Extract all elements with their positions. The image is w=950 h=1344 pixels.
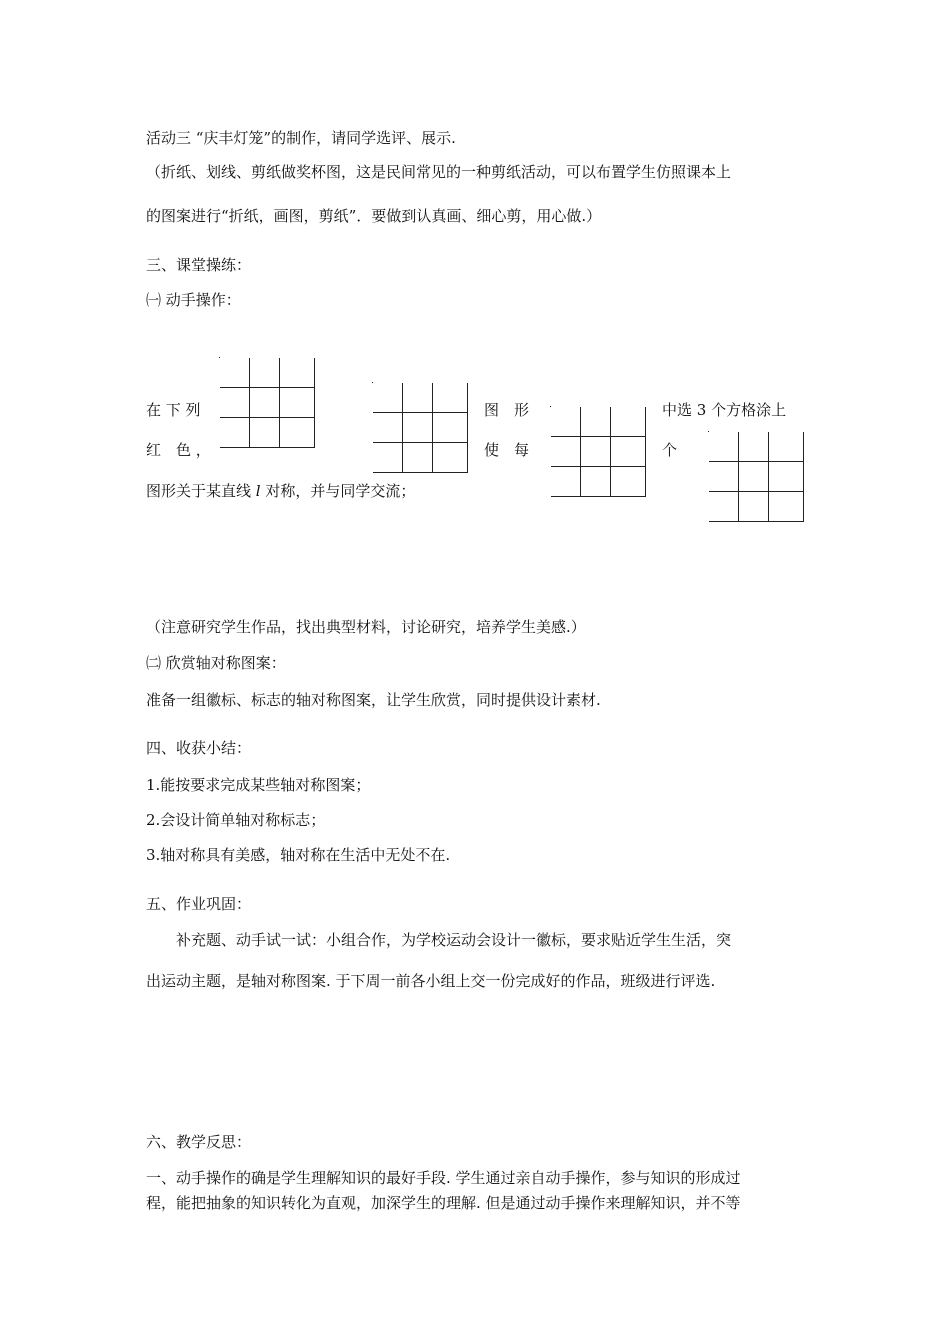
grid-cell[interactable] <box>739 462 769 492</box>
grid-cell[interactable] <box>433 413 468 443</box>
grid-2[interactable] <box>372 382 373 383</box>
grid-4[interactable] <box>708 431 709 432</box>
activity3-title: 活动三 “庆丰灯笼”的制作，请同学选评、展示. <box>146 129 456 147</box>
grid-cell[interactable] <box>373 413 403 443</box>
grid-cell[interactable] <box>403 413 433 443</box>
grid-cell[interactable] <box>551 407 581 437</box>
task-text-7b: 对称，并与同学交流； <box>260 482 416 500</box>
grid-cell[interactable] <box>709 462 739 492</box>
task-text-4: 红 色 ， <box>146 441 211 459</box>
task-text-7 <box>146 481 415 501</box>
section3-sub1: ㈠ 动手操作： <box>146 291 241 309</box>
section3-note: （注意研究学生作品，找出典型材料，讨论研究，培养学生美感.） <box>146 618 586 636</box>
section4-item-3: 3.轴对称具有美感，轴对称在生活中无处不在. <box>146 846 451 864</box>
section6-line1: 一、动手操作的确是学生理解知识的最好手段. 学生通过亲自动手操作，参与知识的形成过 <box>146 1169 741 1187</box>
grid-cell[interactable] <box>551 467 581 497</box>
task-text-5: 使 每 <box>484 441 530 459</box>
grid-cell[interactable] <box>403 383 433 413</box>
grid-1[interactable] <box>219 357 220 358</box>
grid-cell[interactable] <box>739 492 769 522</box>
grid-cell[interactable] <box>769 462 804 492</box>
activity3-note-line1: （折纸、划线、剪纸做奖杯图，这是民间常见的一种剪纸活动，可以布置学生仿照课本上 <box>146 163 732 181</box>
task-text-1: 在 下 列 <box>146 401 201 419</box>
section6-line2: 程，能把抽象的知识转化为直观，加深学生的理解. 但是通过动手操作来理解知识，并不等 <box>146 1194 741 1212</box>
grid-cell[interactable] <box>581 467 611 497</box>
grid-cell[interactable] <box>769 432 804 462</box>
grid-cell[interactable] <box>709 432 739 462</box>
grid-cell[interactable] <box>403 443 433 473</box>
activity3-note-line2: 的图案进行“折纸，画图，剪纸”．要做到认真画、细心剪，用心做.） <box>146 207 602 225</box>
grid-cell[interactable] <box>739 432 769 462</box>
line-variable: l <box>255 482 261 500</box>
section5-heading: 五、作业巩固： <box>146 895 252 913</box>
grid-cell[interactable] <box>551 437 581 467</box>
grid-cell[interactable] <box>373 383 403 413</box>
section5-line2: 出运动主题，是轴对称图案. 于下周一前各小组上交一份完成好的作品，班级进行评选. <box>146 972 716 990</box>
task-text-7a: 图形关于某直线 <box>146 482 256 500</box>
section3-heading: 三、课堂操练： <box>146 256 252 274</box>
section3-sub2: ㈡ 欣赏轴对称图案： <box>146 654 286 672</box>
task-text-6: 个 <box>662 441 678 459</box>
section4-item-2: 2.会设计简单轴对称标志； <box>146 811 326 829</box>
grid-cell[interactable] <box>611 467 646 497</box>
grid-cell[interactable] <box>433 443 468 473</box>
grid-3[interactable] <box>550 406 551 407</box>
section5-line1: 补充题、动手试一试：小组合作，为学校运动会设计一徽标，要求贴近学生生活，突 <box>176 931 732 949</box>
grid-cell[interactable] <box>709 492 739 522</box>
section3-sub2-text: 准备一组徽标、标志的轴对称图案，让学生欣赏，同时提供设计素材. <box>146 691 601 709</box>
task-text-2: 图 形 <box>484 401 530 419</box>
grid-cell[interactable] <box>581 407 611 437</box>
grid-cell[interactable] <box>373 443 403 473</box>
section4-item-1: 1.能按要求完成某些轴对称图案； <box>146 776 371 794</box>
grid-cell[interactable] <box>433 383 468 413</box>
grid-cell[interactable] <box>611 407 646 437</box>
grid-cell[interactable] <box>581 437 611 467</box>
grid-cell[interactable] <box>611 437 646 467</box>
grid-cell[interactable] <box>769 492 804 522</box>
task-text-3: 中选 3 个方格涂上 <box>662 401 787 419</box>
section4-heading: 四、收获小结： <box>146 739 252 757</box>
grid-frame <box>220 358 315 448</box>
section6-heading: 六、教学反思： <box>146 1133 252 1151</box>
